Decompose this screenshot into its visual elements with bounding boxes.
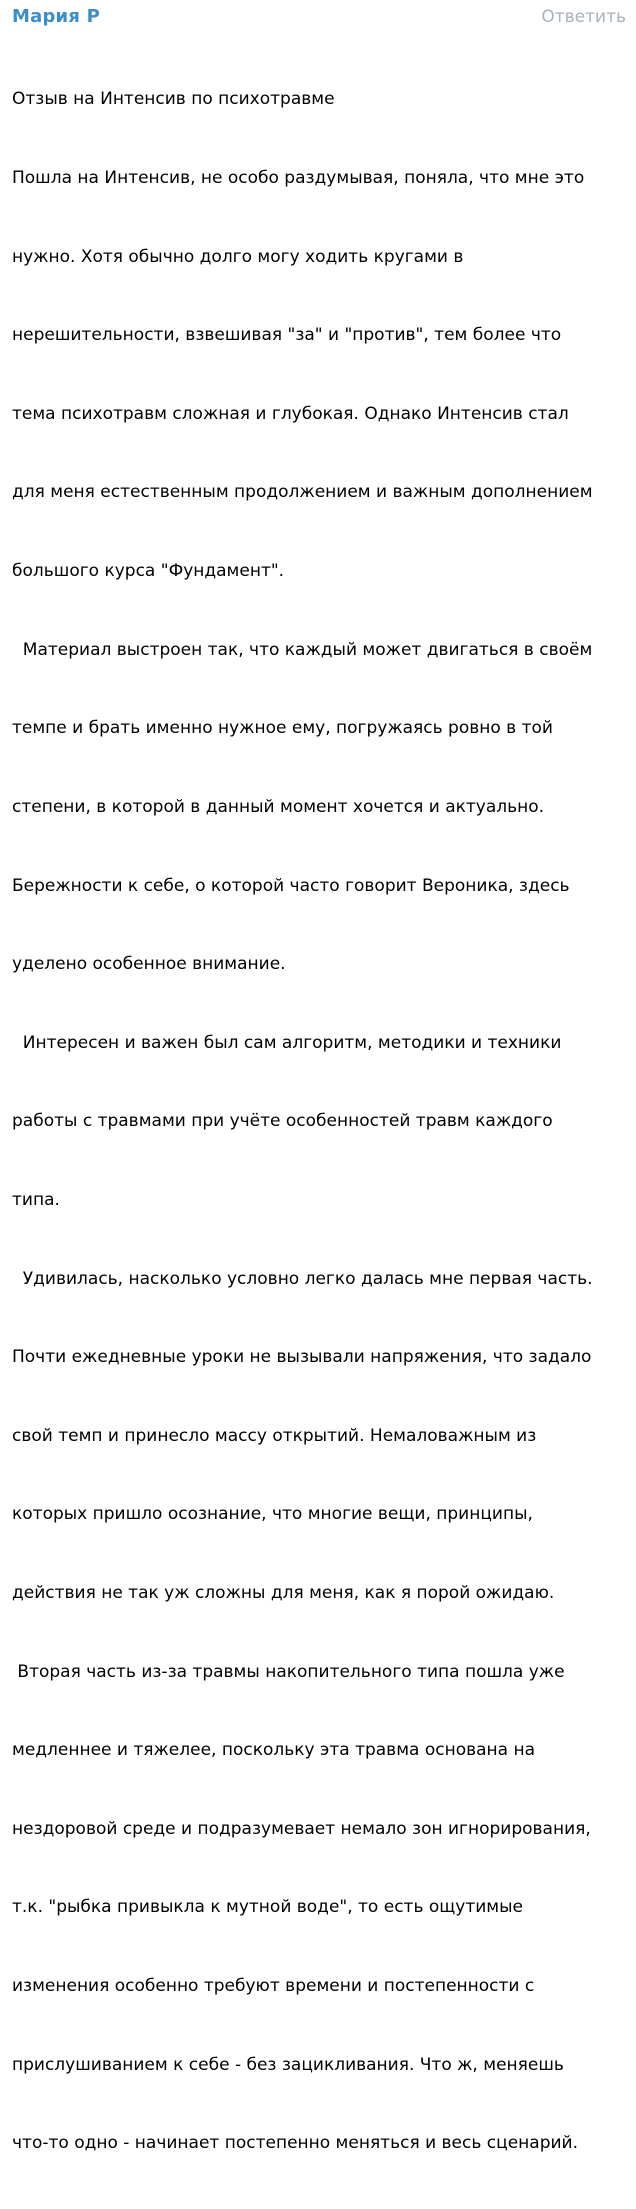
message-line: типа. <box>12 1189 60 1210</box>
message-line: нерешительности, взвешивая "за" и "против", тем более что <box>12 325 562 346</box>
reply-button[interactable]: Ответить <box>541 7 626 27</box>
message-line: Отзыв на Интенсив по психотравме <box>12 89 335 110</box>
message-header <box>12 6 626 34</box>
message-line: Удивилась, насколько условно легко далась мне первая часть. <box>12 1268 593 1289</box>
message-line: что-то одно - начинает постепенно меняться и весь сценарий. <box>12 2133 578 2154</box>
message-line: Бережности к себе, о которой часто говорит Вероника, здесь <box>12 875 570 896</box>
message-line: Интересен и важен был сам алгоритм, методики и техники <box>12 1032 562 1053</box>
message-line: работы с травмами при учёте особенностей травм каждого <box>12 1111 553 1132</box>
message-line: для меня естественным продолжением и важным дополнением <box>12 482 593 503</box>
message-line: темпе и брать именно нужное ему, погружаясь ровно в той <box>12 718 553 739</box>
message-line: действия не так уж сложны для меня, как я порой ожидаю. <box>12 1582 555 1603</box>
message-line: прислушиванием к себе - без зацикливания. Что ж, меняешь <box>12 2054 564 2075</box>
message-text <box>12 34 626 2209</box>
message-line: нужно. Хотя обычно долго могу ходить кругами в <box>12 246 464 267</box>
message-line: медленнее и тяжелее, поскольку эта травма основана на <box>12 1740 536 1761</box>
message-line: которых пришло осознание, что многие вещи, принципы, <box>12 1504 533 1525</box>
message-line: нездоровой среде и подразумевает немало зон игнорирования, <box>12 1818 591 1839</box>
message-line: Материал выстроен так, что каждый может двигаться в своём <box>12 639 593 660</box>
message-line: Пошла на Интенсив, не особо раздумывая, поняла, что мне это <box>12 168 585 189</box>
message-line: степени, в которой в данный момент хочется и актуально. <box>12 796 545 817</box>
message-line: уделено особенное внимание. <box>12 954 286 975</box>
message-line: Почти ежедневные уроки не вызывали напряжения, что задало <box>12 1347 592 1368</box>
author-name[interactable]: Мария Р <box>12 6 100 27</box>
message-line: тема психотравм сложная и глубокая. Однако Интенсив стал <box>12 403 569 424</box>
message-line: свой темп и принесло массу открытий. Немаловажным из <box>12 1425 537 1446</box>
message-line: изменения особенно требуют времени и постепенности с <box>12 1976 535 1997</box>
message-line: большого курса "Фундамент". <box>12 561 285 582</box>
message-line: Вторая часть из-за травмы накопительного типа пошла уже <box>12 1661 565 1682</box>
message-line: т.к. "рыбка привыкла к мутной воде", то есть ощутимые <box>12 1897 523 1918</box>
